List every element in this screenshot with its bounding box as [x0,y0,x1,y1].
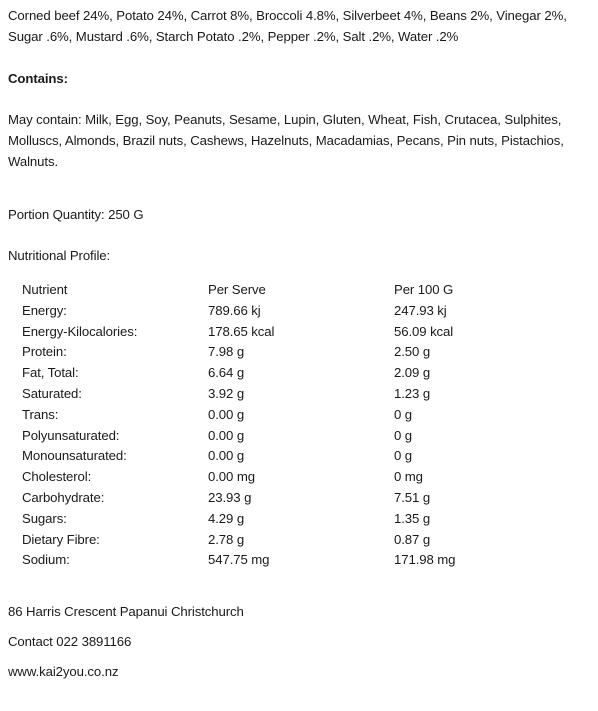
per-100g-value: 2.50 g [394,344,431,360]
per-serve-value: 6.64 g [208,365,245,381]
per-serve-value: 23.93 g [208,489,252,505]
allergen-statement: May contain: Milk, Egg, Soy, Peanuts, Sesame, Lupin, Gluten, Wheat, Fish, Crutacea, Sulphites, Molluscs, Almonds, Brazil nuts, Cashews, Hazelnuts, Macadamias, Pecans, Pin nuts, Pistachios, Walnuts. [8,112,564,169]
nutrition-row [22,384,554,405]
contains-heading: Contains: [8,71,68,86]
nutrition-table [22,280,554,571]
nutrition-row [22,342,554,363]
nutrition-row [22,426,554,447]
per-serve-value: 178.65 kcal [208,323,275,339]
nutrient-name: Sodium: [22,552,70,568]
nutrition-header-row [22,280,554,301]
nutrition-rows [22,301,554,571]
nutrition-row [22,301,554,322]
per-serve-value: 4.29 g [208,510,245,526]
nutrient-name: Dietary Fibre: [22,531,100,547]
per-serve-value: 789.66 kj [208,302,261,318]
nutrition-row [22,509,554,530]
per-serve-value: 0.00 g [208,427,245,443]
nutrition-row [22,550,554,571]
per-serve-value: 0.00 mg [208,469,255,485]
nutrition-row [22,322,554,343]
per-100g-value: 0 mg [394,469,423,485]
portion-quantity: Portion Quantity: 250 G [8,207,144,222]
nutrient-name: Trans: [22,406,59,422]
nutrition-row [22,405,554,426]
per-serve-value: 2.78 g [208,531,245,547]
per-serve-value: 7.98 g [208,344,245,360]
product-info-page [8,5,594,682]
per-100g-value: 2.09 g [394,365,431,381]
per-100g-value: 0.87 g [394,531,431,547]
ingredients-text: Corned beef 24%, Potato 24%, Carrot 8%, Broccoli 4.8%, Silverbeet 4%, Beans 2%, Vinegar 2%, Sugar .6%, Mustard .6%, Starch Potato .2%, Pepper .2%, Salt .2%, Water .2% [8,8,567,44]
per-serve-value: 3.92 g [208,385,245,401]
nutrient-name: Saturated: [22,385,82,401]
per-100g-value: 56.09 kcal [394,323,454,339]
website-link[interactable]: www.kai2you.co.nz [8,664,119,680]
per-100g-value: 0 g [394,448,413,464]
nutrition-row [22,363,554,384]
header-nutrient: Nutrient [22,282,68,297]
per-100g-value: 1.23 g [394,385,431,401]
contact-phone: Contact 022 3891166 [8,634,132,650]
nutrient-name: Carbohydrate: [22,489,105,505]
nutrient-name: Cholesterol: [22,469,92,485]
per-100g-value: 7.51 g [394,489,431,505]
per-serve-value: 547.75 mg [208,552,270,568]
nutrition-row [22,467,554,488]
nutrient-name: Energy: [22,302,67,318]
nutrition-row [22,530,554,551]
per-100g-value: 171.98 mg [394,552,456,568]
header-per-serve: Per Serve [208,282,266,297]
per-serve-value: 0.00 g [208,406,245,422]
nutrient-name: Polyunsaturated: [22,427,120,443]
nutrient-name: Monounsaturated: [22,448,127,464]
nutrient-name: Fat, Total: [22,365,79,381]
nutrition-row [22,488,554,509]
per-100g-value: 247.93 kj [394,302,447,318]
per-100g-value: 1.35 g [394,510,431,526]
nutrient-name: Sugars: [22,510,67,526]
per-serve-value: 0.00 g [208,448,245,464]
business-address: 86 Harris Crescent Papanui Christchurch [8,604,244,620]
nutrient-name: Energy-Kilocalories: [22,323,138,339]
nutritional-profile-heading: Nutritional Profile: [8,248,111,263]
header-per-100g: Per 100 G [394,282,454,297]
nutrient-name: Protein: [22,344,67,360]
nutrition-row [22,446,554,467]
per-100g-value: 0 g [394,427,413,443]
per-100g-value: 0 g [394,406,413,422]
